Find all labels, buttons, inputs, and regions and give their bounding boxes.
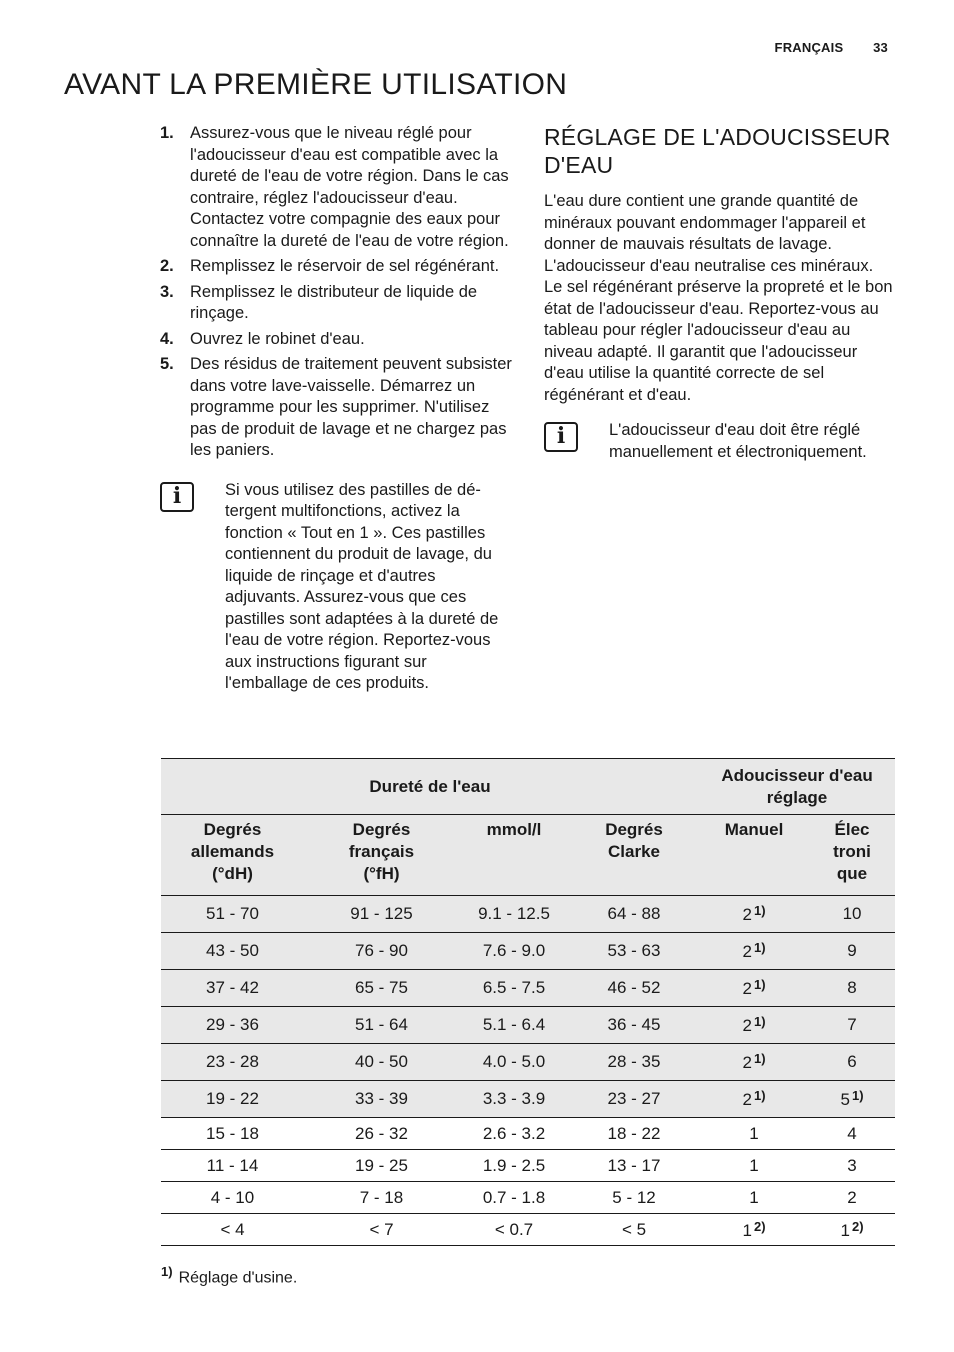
cell-electronic: 8: [809, 970, 895, 1007]
info-note: [160, 480, 514, 695]
cell-clarke: 23 - 27: [569, 1081, 699, 1118]
step-number: 3.: [160, 282, 174, 301]
table-row: [161, 1044, 895, 1081]
cell-electronic: 1 $^{2)}$: [809, 1214, 895, 1246]
cell-fh: 76 - 90: [304, 933, 459, 970]
cell-fh: 65 - 75: [304, 970, 459, 1007]
step-text: Remplissez le distributeur de liquide de rinçage.: [190, 282, 478, 322]
table-body: [161, 896, 895, 1246]
page-title: AVANT LA PREMIÈRE UTILISATION: [64, 68, 568, 101]
table-row: [161, 1150, 895, 1182]
cell-mmol: 5.1 - 6.4: [459, 1007, 569, 1044]
footnote: [161, 1264, 297, 1287]
cell-manual: 1: [699, 1182, 809, 1214]
cell-manual: 2 $^{1)}$: [699, 1081, 809, 1118]
table-row: [161, 1118, 895, 1150]
col-header-fh: Degrés français (°fH): [304, 815, 459, 896]
cell-dh: < 4: [161, 1214, 304, 1246]
cell-dh: 29 - 36: [161, 1007, 304, 1044]
column-headers: [161, 815, 895, 896]
table-row: [161, 896, 895, 933]
table-row: [161, 933, 895, 970]
list-item: [160, 354, 514, 462]
cell-electronic: 7: [809, 1007, 895, 1044]
cell-dh: 43 - 50: [161, 933, 304, 970]
col-header-dh: Degrés allemands (°dH): [161, 815, 304, 896]
footnote-ref: 2): [753, 1218, 766, 1234]
step-number: 4.: [160, 329, 174, 348]
cell-manual: 2 $^{1)}$: [699, 970, 809, 1007]
cell-fh: 51 - 64: [304, 1007, 459, 1044]
table-row: [161, 1182, 895, 1214]
list-item: [160, 329, 514, 351]
step-number: 5.: [160, 355, 174, 373]
footnote-ref: 1): [753, 1051, 766, 1066]
note-text: Si vous utilisez des pastilles de détergent multifonctions, activez la fonction « Tout en 1 ». Ces pastilles contiennent du produit de lavage, du liquide de rinçage et d'autres adjuvants. Assurez-vous que ces pastilles sont adaptées à la dureté de l'eau de votre région. Reportez-vous aux instructions figurant sur l'emballage de ces produits.: [225, 480, 499, 692]
cell-electronic: 5 $^{1)}$: [809, 1081, 895, 1118]
footnote-ref: 1): [753, 903, 766, 918]
page-number: 33: [873, 40, 888, 55]
cell-electronic: 10: [809, 896, 895, 933]
cell-dh: 15 - 18: [161, 1118, 304, 1150]
section-title: RÉGLAGE DE L'ADOUCISSEUR D'EAU: [544, 124, 891, 178]
cell-fh: 33 - 39: [304, 1081, 459, 1118]
cell-mmol: 0.7 - 1.8: [459, 1182, 569, 1214]
cell-fh: 7 - 18: [304, 1182, 459, 1214]
list-item: [160, 282, 514, 325]
col-header-manual: Manuel: [699, 815, 809, 896]
footnote-text: Réglage d'usine.: [178, 1269, 298, 1287]
step-text: Remplissez le réservoir de sel régénérant.: [190, 257, 500, 275]
table-row: [161, 1007, 895, 1044]
cell-electronic: 9: [809, 933, 895, 970]
cell-electronic: 6: [809, 1044, 895, 1081]
page-header: [775, 40, 888, 55]
cell-fh: 19 - 25: [304, 1150, 459, 1182]
cell-manual: 2 $^{1)}$: [699, 896, 809, 933]
cell-clarke: 64 - 88: [569, 896, 699, 933]
header-language: FRANÇAIS: [774, 40, 844, 55]
cell-manual: 2 $^{1)}$: [699, 933, 809, 970]
cell-clarke: 5 - 12: [569, 1182, 699, 1214]
cell-mmol: 2.6 - 3.2: [459, 1118, 569, 1150]
paragraph: L'eau dure contient une grande quantité de minéraux pouvant endommager l'appareil et donner de mauvais résultats de lavage. L'adoucisseur d'eau neutralise ces minéraux.: [544, 192, 874, 275]
cell-manual: 2 $^{1)}$: [699, 1007, 809, 1044]
right-column: [544, 123, 896, 463]
cell-electronic: 4: [809, 1118, 895, 1150]
cell-electronic: 2: [809, 1182, 895, 1214]
cell-mmol: 7.6 - 9.0: [459, 933, 569, 970]
footnote-ref: 1): [851, 1088, 864, 1103]
group-header-softener: Adoucisseur d'eau réglage: [699, 759, 895, 815]
step-text: Des résidus de traitement peuvent subsister dans votre lave-vaisselle. Démarrez un programme pour les supprimer. N'utilisez pas de produit de lavage et ne chargez pas les paniers.: [190, 355, 512, 459]
note-text: L'adoucisseur d'eau doit être réglé manuellement et électroniquement.: [609, 421, 867, 461]
group-header-hardness: Dureté de l'eau: [161, 759, 699, 815]
step-text: Ouvrez le robinet d'eau.: [190, 329, 365, 348]
info-icon: i: [160, 482, 194, 512]
cell-dh: 19 - 22: [161, 1081, 304, 1118]
cell-dh: 11 - 14: [161, 1150, 304, 1182]
footnote-ref: 1): [753, 977, 766, 992]
water-hardness-table: [161, 758, 895, 1246]
table-row: [161, 1214, 895, 1246]
cell-mmol: 6.5 - 7.5: [459, 970, 569, 1007]
cell-manual: 2 $^{1)}$: [699, 1044, 809, 1081]
cell-mmol: 4.0 - 5.0: [459, 1044, 569, 1081]
cell-mmol: 1.9 - 2.5: [459, 1150, 569, 1182]
cell-fh: 40 - 50: [304, 1044, 459, 1081]
cell-manual: 1 $^{2)}$: [699, 1214, 809, 1246]
footnote-mark: 1): [161, 1264, 173, 1279]
cell-fh: 91 - 125: [304, 896, 459, 933]
cell-fh: 26 - 32: [304, 1118, 459, 1150]
cell-fh: < 7: [304, 1214, 459, 1246]
step-number: 1.: [160, 124, 174, 142]
col-header-clarke: Degrés Clarke: [569, 815, 699, 896]
table-row: [161, 970, 895, 1007]
cell-manual: 1: [699, 1150, 809, 1182]
cell-dh: 23 - 28: [161, 1044, 304, 1081]
cell-manual: 1: [699, 1118, 809, 1150]
paragraph: Le sel régénérant préserve la propreté et le bon état de l'adoucisseur d'eau. Reportez-vous au tableau pour régler l'adoucisseur d'eau au niveau adapté. Il garantit que l'adoucisseur d'eau utilise la quantité correcte de sel régénérant et d'eau.: [544, 278, 893, 404]
footnote-ref: 1): [753, 1014, 766, 1029]
steps-list: [160, 123, 514, 462]
cell-dh: 51 - 70: [161, 896, 304, 933]
cell-clarke: 36 - 45: [569, 1007, 699, 1044]
step-number: 2.: [160, 257, 174, 275]
list-item: [160, 256, 514, 278]
cell-clarke: 13 - 17: [569, 1150, 699, 1182]
cell-clarke: < 5: [569, 1214, 699, 1246]
table-row: [161, 1081, 895, 1118]
cell-dh: 4 - 10: [161, 1182, 304, 1214]
footnote-ref: 1): [753, 940, 766, 955]
cell-mmol: 9.1 - 12.5: [459, 896, 569, 933]
cell-mmol: 3.3 - 3.9: [459, 1081, 569, 1118]
list-item: [160, 123, 514, 252]
info-note: [544, 420, 896, 463]
cell-dh: 37 - 42: [161, 970, 304, 1007]
col-header-mmol: mmol/l: [459, 815, 569, 896]
footnote-ref: 1): [753, 1088, 766, 1103]
footnote-ref: 2): [851, 1218, 864, 1234]
left-column: [160, 123, 514, 695]
cell-electronic: 3: [809, 1150, 895, 1182]
cell-mmol: < 0.7: [459, 1214, 569, 1246]
col-header-electronic: Élec troni que: [809, 815, 895, 896]
info-icon: i: [544, 422, 578, 452]
cell-clarke: 46 - 52: [569, 970, 699, 1007]
cell-clarke: 18 - 22: [569, 1118, 699, 1150]
cell-clarke: 28 - 35: [569, 1044, 699, 1081]
step-text: Assurez-vous que le niveau réglé pour l'adoucisseur d'eau est compatible avec la dureté de l'eau de votre région. Dans le cas contraire, réglez l'adoucisseur d'eau. Contactez votre compagnie des eaux pour connaître la dureté de l'eau de votre région.: [190, 124, 509, 250]
cell-clarke: 53 - 63: [569, 933, 699, 970]
